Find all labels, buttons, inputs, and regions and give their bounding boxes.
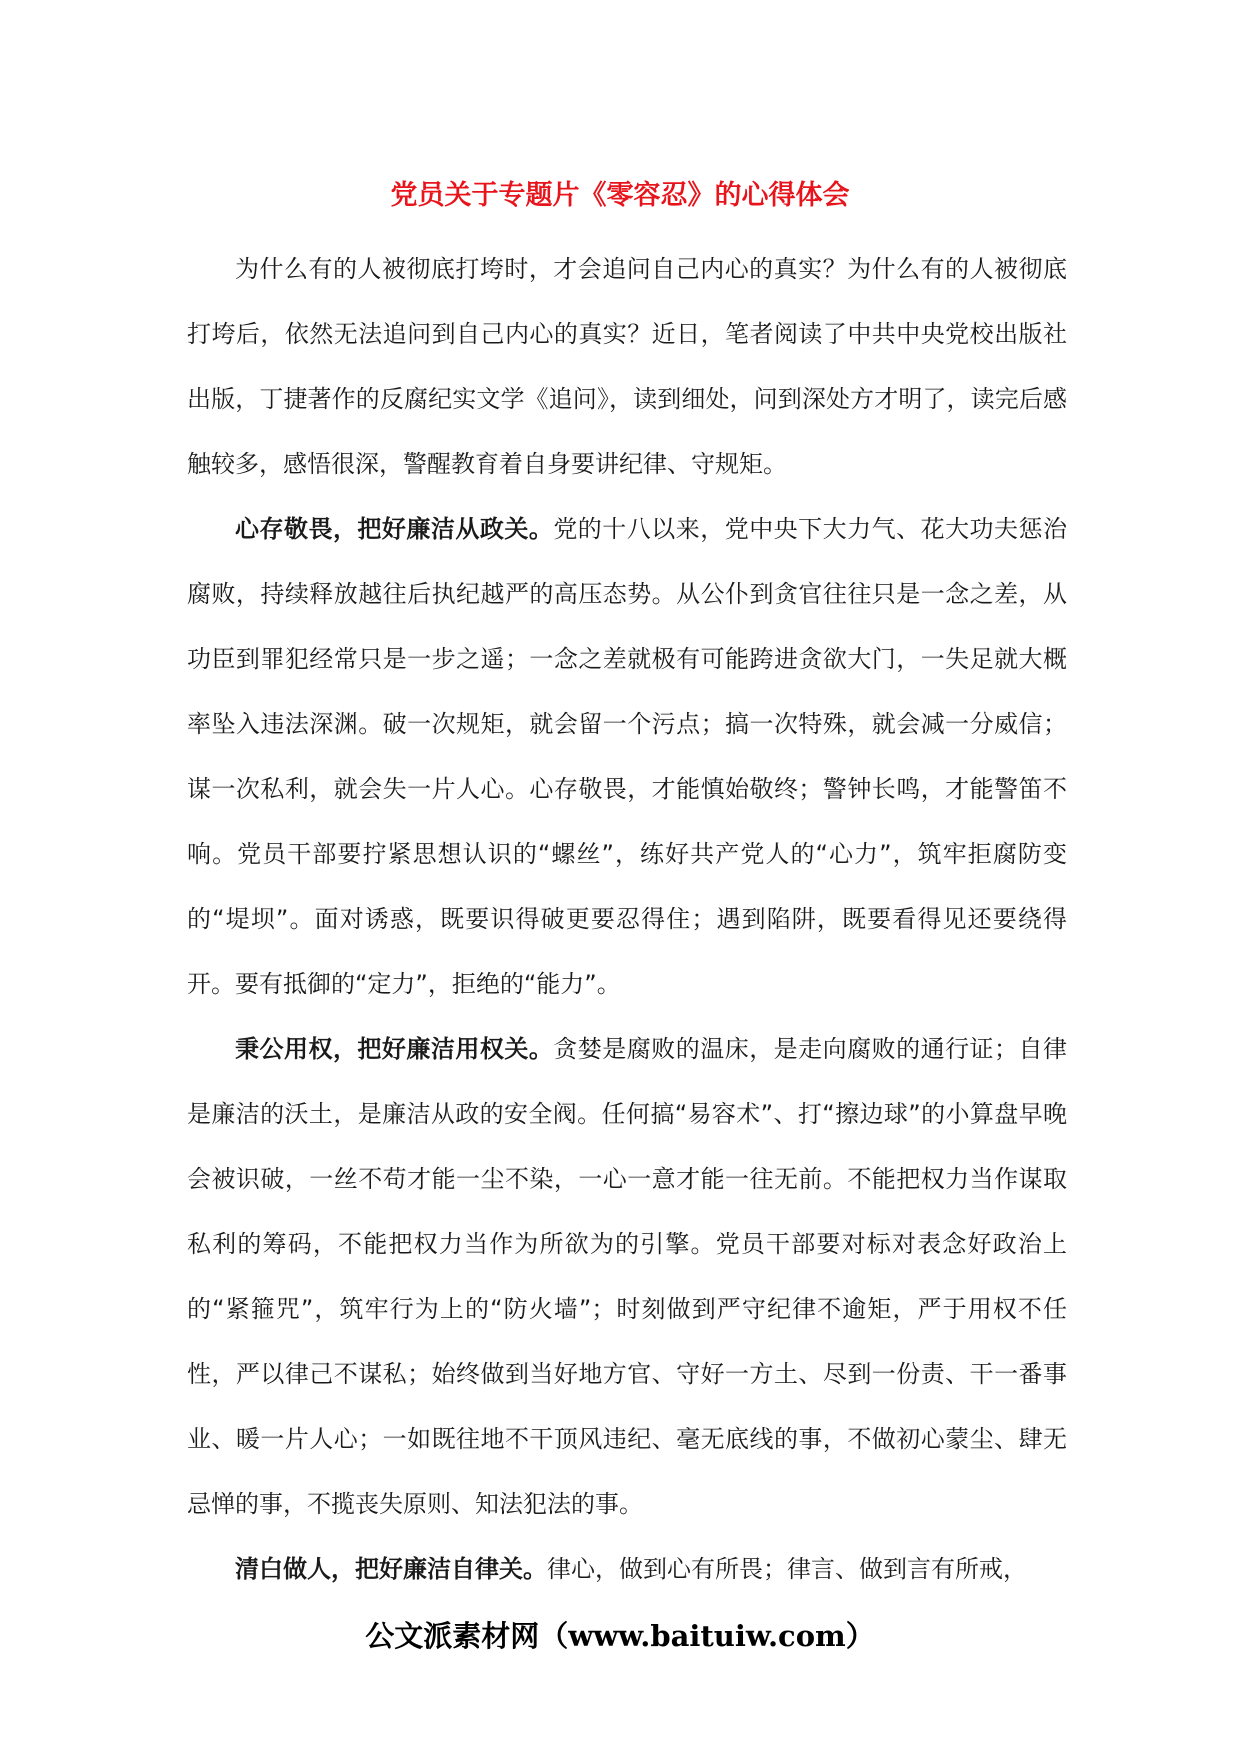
paragraph-lead: 清白做人，把好廉洁自律关。 <box>235 1555 547 1583</box>
paragraph-self-discipline <box>187 1537 1067 1602</box>
paragraph-lead: 心存敬畏，把好廉洁从政关。 <box>235 515 554 543</box>
paragraph-text: 律心，做到心有所畏；律言、做到言有所戒， <box>547 1555 1027 1583</box>
paragraph-text: 为什么有的人被彻底打垮时，才会追问自己内心的真实？为什么有的人被彻底打垮后，依然无法追问到自己内心的真实？近日，笔者阅读了中共中央党校出版社出版，丁捷著作的反腐纪实文学《追问》，读到细处，问到深处方才明了，读完后感触较多，感悟很深，警醒教育着自身要讲纪律、守规矩。 <box>187 255 1067 478</box>
document-body <box>187 237 1067 1602</box>
document-title: 党员关于专题片《零容忍》的心得体会 <box>390 180 850 211</box>
paragraph-lead: 秉公用权，把好廉洁用权关。 <box>235 1035 554 1063</box>
paragraph-text: 贪婪是腐败的温床，是走向腐败的通行证；自律是廉洁的沃土，是廉洁从政的安全阀。任何搞“易容术”、打“擦边球”的小算盘早晚会被识破，一丝不苟才能一尘不染，一心一意才能一往无前。不能把权力当作谋取私利的筹码，不能把权力当作为所欲为的引擎。党员干部要对标对表念好政治上的“紧箍咒”，筑牢行为上的“防火墙”；时刻做到严守纪律不逾矩，严于用权不任性，严以律己不谋私；始终做到当好地方官、守好一方土、尽到一份责、干一番事业、暖一片人心；一如既往地不干顶风违纪、毫无底线的事，不做初心蒙尘、肆无忌惮的事，不揽丧失原则、知法犯法的事。 <box>187 1035 1068 1518</box>
paragraph-power <box>187 1017 1067 1537</box>
footer-watermark: 公文派素材网（www.baituiw.com） <box>365 1619 875 1653</box>
paragraph-intro <box>187 237 1067 497</box>
paragraph-text: 党的十八以来，党中央下大力气、花大功夫惩治腐败，持续释放越往后执纪越严的高压态势。从公仆到贪官往往只是一念之差，从功臣到罪犯经常只是一步之遥；一念之差就极有可能跨进贪欲大门，一失足就大概率坠入违法深渊。破一次规矩，就会留一个污点；搞一次特殊，就会减一分威信；谋一次私利，就会失一片人心。心存敬畏，才能慎始敬终；警钟长鸣，才能警笛不响。党员干部要拧紧思想认识的“螺丝”，练好共产党人的“心力”，筑牢拒腐防变的“堤坝”。面对诱惑，既要识得破更要忍得住；遇到陷阱，既要看得见还要绕得开。要有抵御的“定力”，拒绝的“能力”。 <box>187 515 1068 998</box>
paragraph-awe <box>187 497 1067 1017</box>
